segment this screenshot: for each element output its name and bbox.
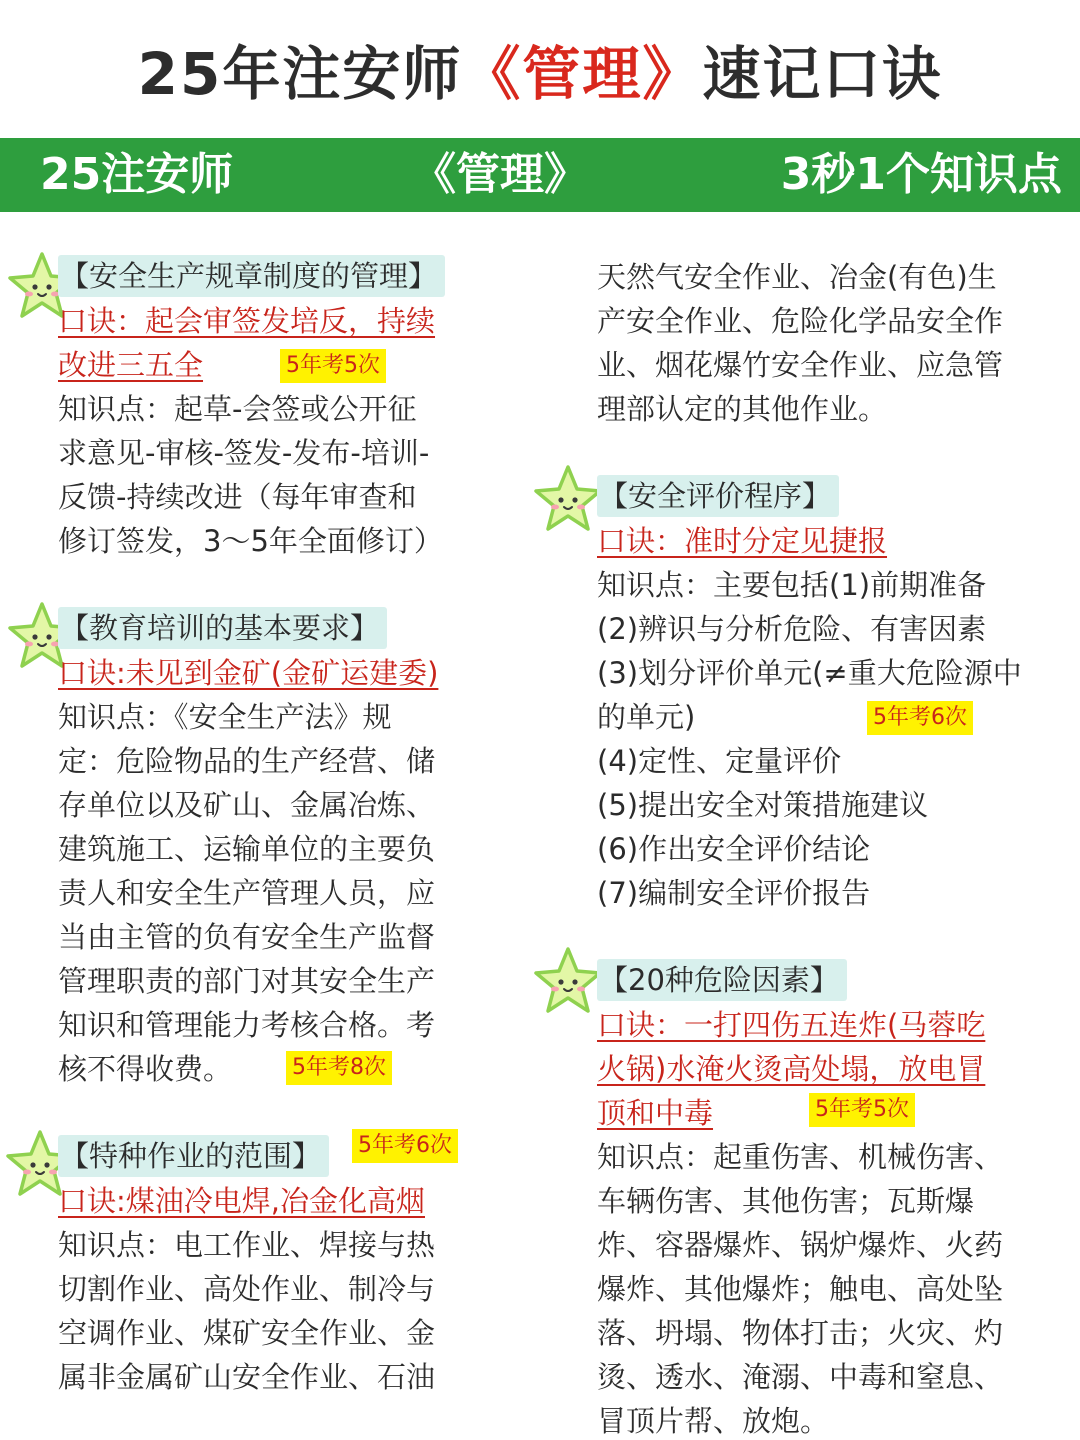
body-line: 切割作业、高处作业、制冷与 <box>58 1272 436 1306</box>
section-rules <box>58 255 478 563</box>
section-evaluation <box>597 475 1047 915</box>
body-line: 产安全作业、危险化学品安全作 <box>597 304 1004 338</box>
body-line: 属非金属矿山安全作业、石油 <box>58 1360 436 1394</box>
body-line: 知识点：主要包括(1)前期准备 <box>597 568 987 602</box>
body-line: 知识点：《安全生产法》规 <box>58 700 392 734</box>
body-line: 知识和管理能力考核合格。考 <box>58 1008 436 1042</box>
left-column <box>58 255 478 1399</box>
mnemonic-line: 火锅)水淹火烫高处塌，放电冒 <box>597 1052 986 1086</box>
body-line: 求意见-审核-签发-发布-培训- <box>58 436 430 470</box>
mnemonic-line: 口诀：起会审签发培反，持续 <box>58 304 436 338</box>
body-line: 天然气安全作业、冶金(有色)生 <box>597 260 997 294</box>
page-title <box>0 34 1080 114</box>
subject-banner <box>0 138 1080 212</box>
body-line: 定：危险物品的生产经营、储 <box>58 744 436 778</box>
section-heading: 【20种危险因素】 <box>597 959 847 1001</box>
section-special-operations-continued <box>597 255 1047 431</box>
body-line: 业、烟花爆竹安全作业、应急管 <box>597 348 1004 382</box>
body-line: 核不得收费。 <box>58 1052 233 1086</box>
section-training <box>58 607 478 1091</box>
body-line: 空调作业、煤矿安全作业、金 <box>58 1316 436 1350</box>
right-column <box>597 255 1047 1440</box>
body-line: 责人和安全生产管理人员，应 <box>58 876 436 910</box>
body-line: 修订签发，3～5年全面修订） <box>58 524 443 558</box>
exam-frequency-badge: 5年考5次 <box>809 1093 915 1127</box>
banner-middle: 《管理》 <box>412 149 588 200</box>
body-line: 存单位以及矿山、金属冶炼、 <box>58 788 436 822</box>
exam-frequency-badge: 5年考6次 <box>352 1129 458 1163</box>
exam-frequency-badge: 5年考8次 <box>286 1051 392 1085</box>
banner-right: 3秒1个知识点 <box>780 149 1062 200</box>
section-heading: 【特种作业的范围】 <box>58 1135 329 1177</box>
body-line: 知识点：起重伤害、机械伤害、 <box>597 1140 1004 1174</box>
exam-frequency-badge: 5年考6次 <box>867 701 973 735</box>
body-line: 知识点：电工作业、焊接与热 <box>58 1228 436 1262</box>
body-line: 冒顶片帮、放炮。 <box>597 1404 830 1438</box>
body-line: 理部认定的其他作业。 <box>597 392 888 426</box>
body-line: 反馈-持续改进（每年审查和 <box>58 480 417 514</box>
body-line: 建筑施工、运输单位的主要负 <box>58 832 436 866</box>
body-line: 炸、容器爆炸、锅炉爆炸、火药 <box>597 1228 1004 1262</box>
body-line: 车辆伤害、其他伤害；瓦斯爆 <box>597 1184 975 1218</box>
body-line: (2)辨识与分析危险、有害因素 <box>597 612 987 646</box>
body-line: 知识点：起草-会签或公开征 <box>58 392 417 426</box>
body-line: 烫、透水、淹溺、中毒和窒息、 <box>597 1360 1004 1394</box>
mnemonic-line: 口诀:煤油冷电焊,冶金化高烟 <box>58 1184 425 1218</box>
body-line: 爆炸、其他爆炸；触电、高处坠 <box>597 1272 1004 1306</box>
section-hazards <box>597 959 1047 1440</box>
body-line: 落、坍塌、物体打击；火灾、灼 <box>597 1316 1004 1350</box>
body-line: (7)编制安全评价报告 <box>597 876 871 910</box>
section-heading: 【教育培训的基本要求】 <box>58 607 387 649</box>
body-line: 的单元) <box>597 700 696 734</box>
mnemonic-line: 口诀:未见到金矿(金矿运建委) <box>58 656 439 690</box>
title-suffix: 速记口诀 <box>702 40 943 108</box>
mnemonic-line: 口诀：一打四伤五连炸(马蓉吃 <box>597 1008 986 1042</box>
section-heading: 【安全评价程序】 <box>597 475 839 517</box>
exam-frequency-badge: 5年考5次 <box>280 349 386 383</box>
section-special-operations <box>58 1135 478 1399</box>
body-line: (6)作出安全评价结论 <box>597 832 871 866</box>
title-prefix: 25年注安师 <box>137 40 463 108</box>
body-line: (5)提出安全对策措施建议 <box>597 788 929 822</box>
body-line: (3)划分评价单元(≠重大危险源中 <box>597 656 1022 690</box>
body-line: (4)定性、定量评价 <box>597 744 842 778</box>
star-face-icon <box>532 463 604 535</box>
star-face-icon <box>532 945 604 1017</box>
section-heading: 【安全生产规章制度的管理】 <box>58 255 445 297</box>
mnemonic-line: 改进三五全 <box>58 348 204 382</box>
body-line: 管理职责的部门对其安全生产 <box>58 964 436 998</box>
title-accent: 《管理》 <box>462 40 703 108</box>
banner-left: 25注安师 <box>40 149 234 200</box>
mnemonic-line: 顶和中毒 <box>597 1096 714 1130</box>
mnemonic-line: 口诀：准时分定见捷报 <box>597 524 888 558</box>
body-line: 当由主管的负有安全生产监督 <box>58 920 436 954</box>
